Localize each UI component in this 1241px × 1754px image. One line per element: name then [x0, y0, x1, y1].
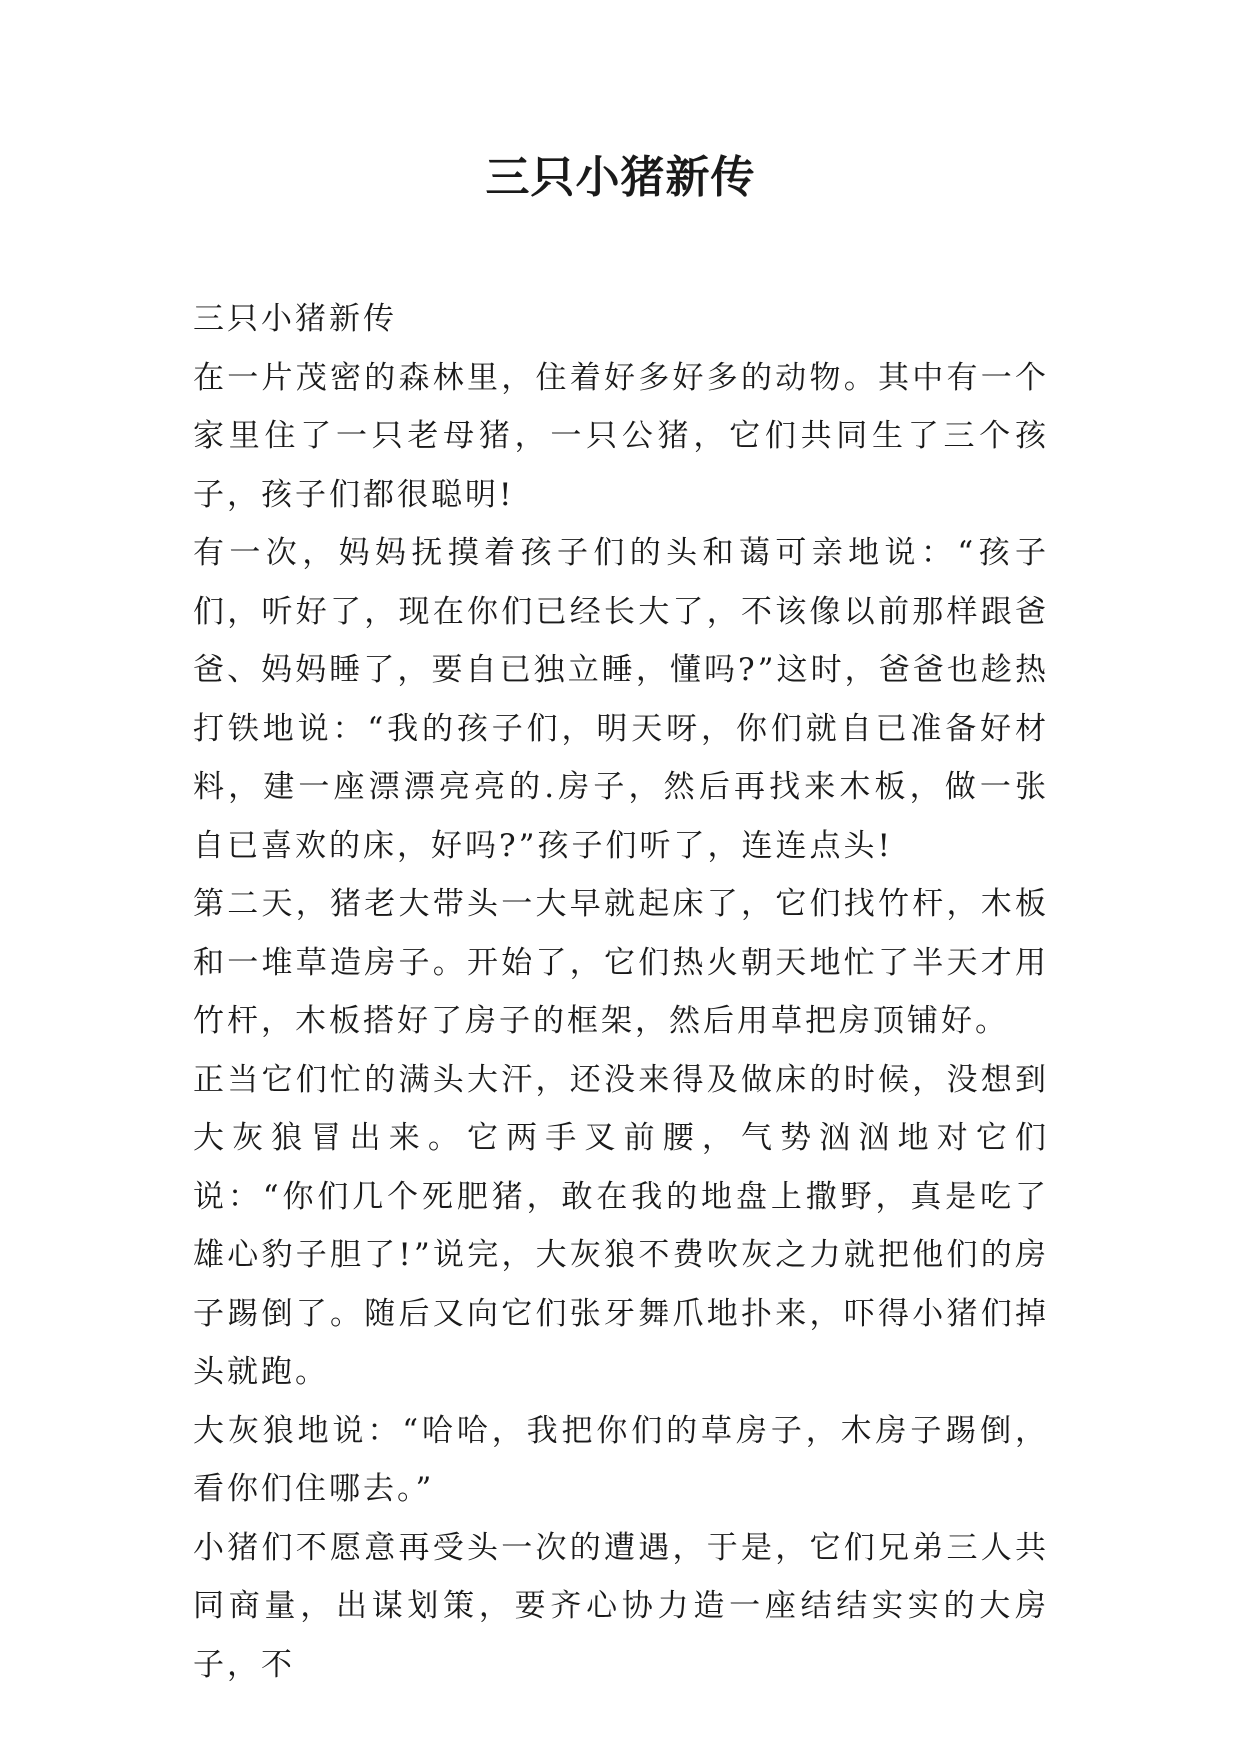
body-paragraph: 正当它们忙的满头大汗，还没来得及做床的时候，没想到大灰狼冒出来。它两手叉前腰，气势汹汹地对它们说：“你们几个死肥猪，敢在我的地盘上撒野，真是吃了雄心豹子胆了!”说完，大灰狼不费吹灰之力就把他们的房子踢倒了。随后又向它们张牙舞爪地扑来，吓得小猪们掉头就跑。 [193, 1061, 1049, 1390]
body-paragraph: 小猪们不愿意再受头一次的遭遇，于是，它们兄弟三人共同商量，出谋划策，要齐心协力造一座结结实实的大房子，不 [193, 1529, 1049, 1683]
document-body [193, 290, 1049, 1694]
body-paragraph: 大灰狼地说：“哈哈，我把你们的草房子，木房子踢倒，看你们住哪去。” [193, 1412, 1049, 1507]
document-title: 三只小猪新传 [485, 152, 756, 203]
body-paragraph: 第二天，猪老大带头一大早就起床了，它们找竹杆，木板和一堆草造房子。开始了，它们热火朝天地忙了半天才用竹杆，木板搭好了房子的框架，然后用草把房顶铺好。 [193, 886, 1049, 1039]
body-paragraph: 在一片茂密的森林里，住着好多好多的动物。其中有一个家里住了一只老母猪，一只公猪，它们共同生了三个孩子，孩子们都很聪明! [193, 359, 1049, 513]
body-paragraph: 有一次，妈妈抚摸着孩子们的头和蔼可亲地说：“孩子们，听好了，现在你们已经长大了，不该像以前那样跟爸爸、妈妈睡了，要自已独立睡，懂吗?”这时，爸爸也趁热打铁地说：“我的孩子们，明天呀，你们就自已准备好材料，建一座漂漂亮亮的.房子，然后再找来木板，做一张自已喜欢的床，好吗?”孩子们听了，连连点头! [193, 535, 1049, 864]
body-paragraph: 三只小猪新传 [193, 301, 397, 337]
